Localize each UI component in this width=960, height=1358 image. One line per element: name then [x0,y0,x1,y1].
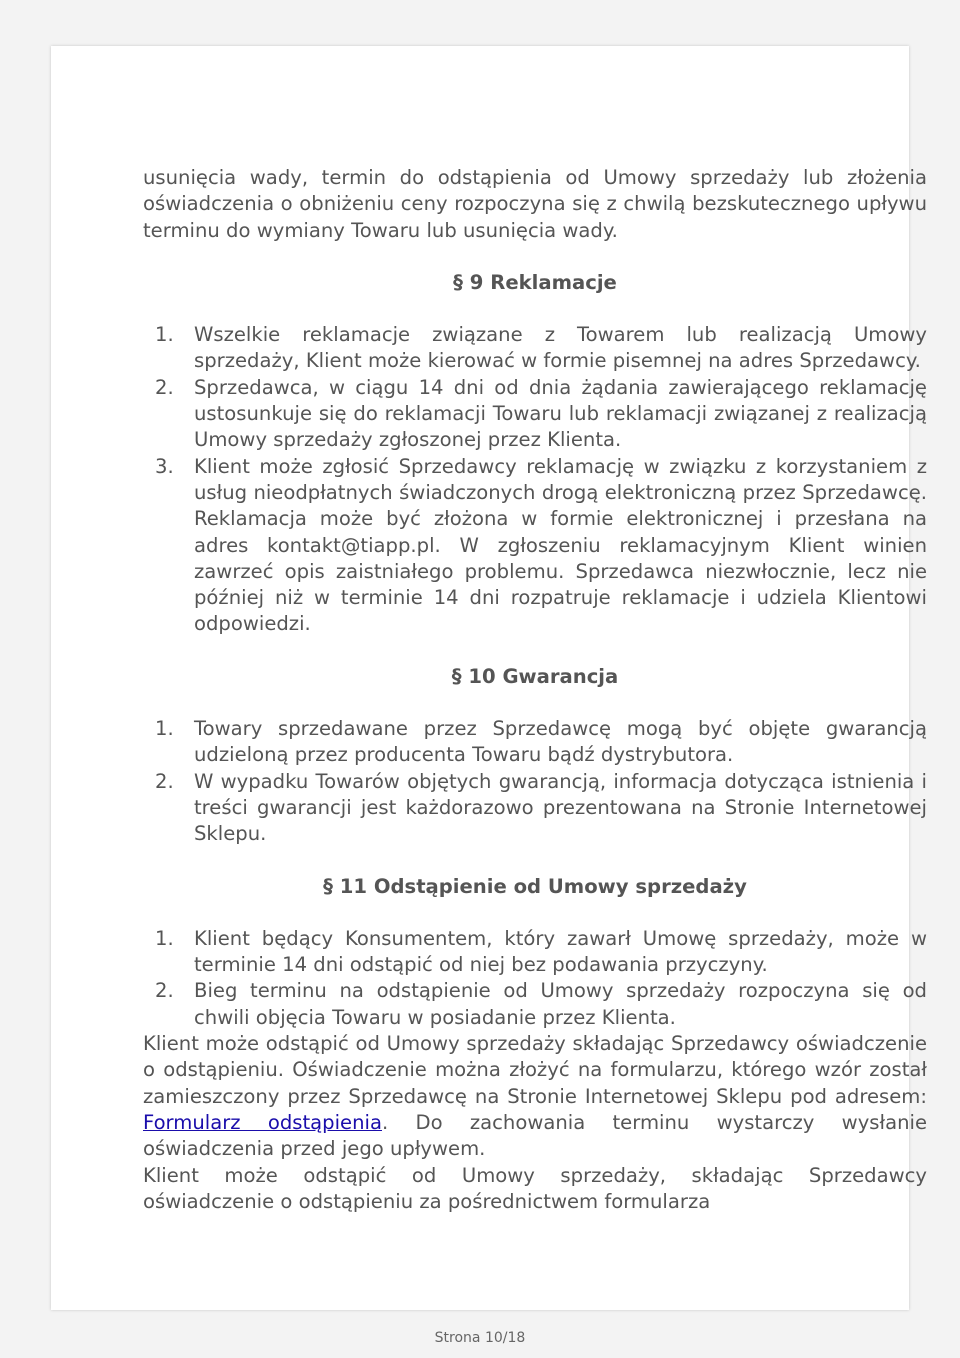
item-number: 3. [155,454,174,478]
item-text: Wszelkie reklamacje związane z Towarem lub realizacją Umowy sprzedaży, Klient może kierować w formie pisemnej na adres Sprzedawcy. [194,323,927,373]
reklamacje-list [143,322,927,638]
list-item [143,454,927,638]
intro-paragraph: usunięcia wady, termin do odstąpienia od Umowy sprzedaży lub złożenia oświadczenia o obniżeniu ceny rozpoczyna się z chwilą bezskutecznego upływu terminu do wymiany Towaru lub usunięcia wady. [143,166,927,242]
list-item [143,322,927,375]
list-item [143,978,927,1031]
list-item [143,716,927,769]
document-page [51,46,927,1310]
item-number: 2. [155,769,174,793]
list-item [143,926,927,979]
gwarancja-list [143,716,927,847]
item-text: Sprzedawca, w ciągu 14 dni od dnia żądania zawierającego reklamację ustosunkuje się do reklamacji Towaru lub reklamacji związanej z realizacją Umowy sprzedaży zgłoszonej przez Klienta. [194,375,927,452]
odstapienie-list [143,926,927,1031]
section-heading-reklamacje: § 9 Reklamacje [453,270,617,294]
item-number: 1. [155,926,174,950]
paragraph-text: . Do zachowania terminu wystarczy wysłanie oświadczenia przed jego upływem. [143,1110,927,1161]
item-number: 2. [155,979,174,1003]
withdrawal-form-link[interactable]: Formularz odstąpienia [143,1110,382,1134]
item-text: Klient będący Konsumentem, który zawarł Umowę sprzedaży, może w terminie 14 dni odstąpić od niej bez podawania przyczyny. [194,926,927,977]
item-text: Klient może zgłosić Sprzedawcy reklamację w związku z korzystaniem z usług nieodpłatnych świadczonych drogą elektroniczną przez Sprzedawcę. Reklamacja może być złożona w formie elektronicznej i przesłana na adres kontakt@tiapp.pl. W zgłoszeniu reklamacyjnym Klient winien zawrzeć opis zaistniałego problemu. Sprzedawca niezwłocznie, lecz nie później niż w terminie 14 dni rozpatruje reklamacje i udziela Klientowi odpowiedzi. [194,454,927,636]
item-text: Bieg terminu na odstąpienie od Umowy sprzedaży rozpoczyna się od chwili objęcia Towaru w posiadanie przez Klienta. [194,979,927,1029]
item-text: W wypadku Towarów objętych gwarancją, informacja dotycząca istnienia i treści gwarancji jest każdorazowo prezentowana na Stronie Internetowej Sklepu. [194,769,927,846]
item-number: 2. [155,375,174,399]
withdrawal-paragraph-2: Klient może odstąpić od Umowy sprzedaży, składając Sprzedawcy oświadczenie o odstąpieniu za pośrednictwem formularza [143,1163,927,1213]
withdrawal-form-paragraph [143,1031,927,1162]
paragraph-text: Klient może odstąpić od Umowy sprzedaży składając Sprzedawcy oświadczenie o odstąpieniu. Oświadczenie można złożyć na formularzu, którego wzór został zamieszczony przez Sprzedawcę na Stronie Internetowej Sklepu pod adresem: [143,1032,927,1108]
section-heading-gwarancja: § 10 Gwarancja [451,664,619,688]
item-text: Towary sprzedawane przez Sprzedawcę mogą być objęte gwarancją udzieloną przez producenta Towaru bądź dystrybutora. [194,717,927,767]
item-number: 1. [155,323,174,347]
list-item [143,769,927,848]
page-content [143,165,927,1215]
list-item [143,375,927,454]
item-number: 1. [155,717,174,741]
section-heading-odstapienie: § 11 Odstąpienie od Umowy sprzedaży [323,874,747,898]
page-number: Strona 10/18 [434,1330,526,1346]
